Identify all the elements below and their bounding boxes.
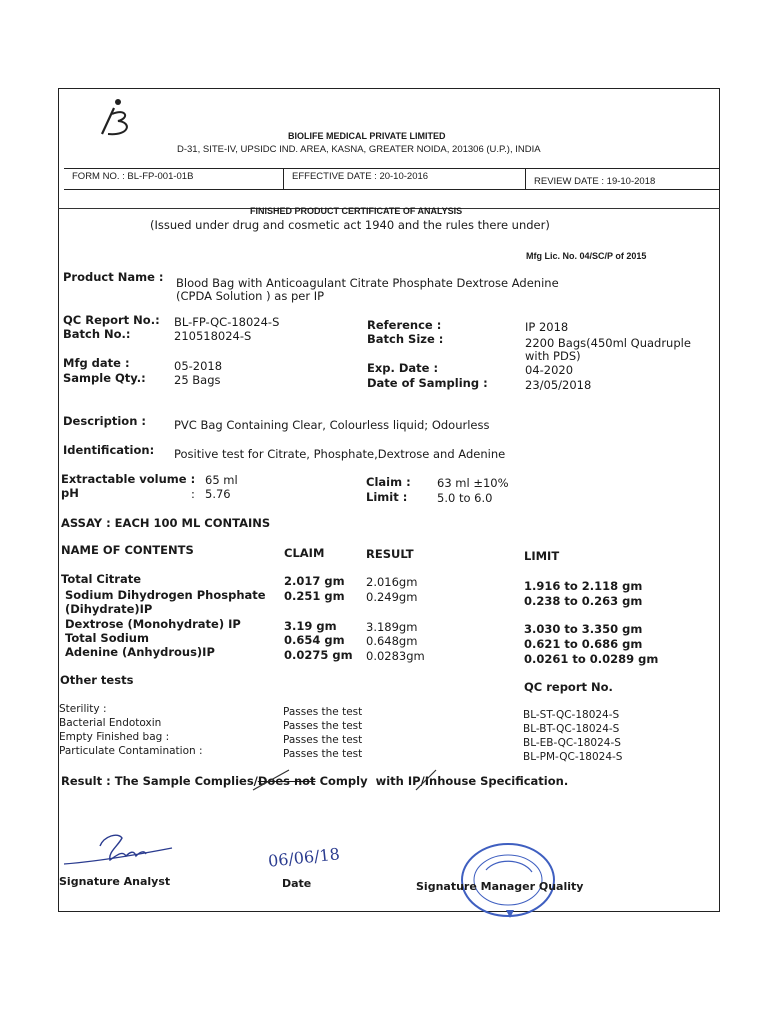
other-test-name: Empty Finished bag :: [59, 731, 170, 743]
result-prefix: Result : The Sample: [61, 774, 195, 788]
assay-row-limit: 0.238 to 0.263 gm: [524, 594, 643, 608]
batch-size-line2: with PDS): [525, 349, 581, 363]
biolife-logo-icon: [92, 96, 138, 140]
other-test-result: Passes the test: [283, 748, 363, 760]
assay-row-limit: 3.030 to 3.350 gm: [524, 622, 643, 636]
certificate-subtitle: (Issued under drug and cosmetic act 1940 and the rules there under): [150, 218, 550, 232]
assay-col-claim: CLAIM: [284, 546, 325, 560]
result-ip: IP: [407, 774, 421, 788]
result-rest: /Inhouse Specification.: [420, 774, 569, 788]
assay-row-claim: 2.017 gm: [284, 574, 345, 588]
mfg-date-label: Mfg date :: [63, 356, 130, 370]
assay-row-result: 2.016gm: [366, 575, 418, 589]
assay-row-limit: 0.0261 to 0.0289 gm: [524, 652, 659, 666]
assay-row-result: 0.648gm: [366, 634, 418, 648]
pen-strike-mark-ip: [412, 766, 442, 796]
product-name-label: Product Name :: [63, 270, 164, 284]
extractable-volume-value: 65 ml: [205, 473, 238, 487]
batch-size-label: Batch Size :: [367, 332, 444, 346]
exp-date-label: Exp. Date :: [367, 361, 439, 375]
handwritten-date: 06/06/18: [267, 844, 341, 871]
result-slash: /: [253, 774, 258, 788]
claim-label: Claim :: [366, 475, 411, 489]
other-test-result: Passes the test: [283, 720, 363, 732]
sampling-date-label: Date of Sampling :: [367, 376, 488, 390]
limit-value: 5.0 to 6.0: [437, 491, 493, 505]
result-does-not: Does not: [257, 774, 316, 788]
assay-col-name: NAME OF CONTENTS: [61, 543, 194, 557]
assay-row-result: 0.249gm: [366, 590, 418, 604]
manager-signature-label: Signature Manager Quality: [416, 880, 584, 893]
claim-value: 63 ml ±10%: [437, 476, 509, 490]
assay-row-name: Dextrose (Monohydrate) IP: [61, 617, 241, 631]
assay-col-limit: LIMIT: [524, 549, 560, 563]
other-test-name: Particulate Contamination :: [59, 745, 203, 757]
result-complies: Complies: [194, 774, 254, 788]
reference-value: IP 2018: [525, 320, 569, 334]
assay-row-claim: 3.19 gm: [284, 619, 337, 633]
qc-report-value: BL-FP-QC-18024-S: [174, 315, 280, 329]
ph-label: pH: [61, 486, 79, 500]
sample-qty-value: 25 Bags: [174, 373, 221, 387]
other-test-name: Sterility :: [59, 703, 107, 715]
certificate-title: FINISHED PRODUCT CERTIFICATE OF ANALYSIS: [250, 206, 463, 216]
description-label: Description :: [63, 414, 146, 428]
sample-qty-label: Sample Qty.:: [63, 371, 146, 385]
assay-row-limit: 0.621 to 0.686 gm: [524, 637, 643, 651]
assay-row-limit: 1.916 to 2.118 gm: [524, 579, 643, 593]
qc-report-label: QC Report No.:: [63, 313, 160, 327]
other-test-name: Bacterial Endotoxin: [59, 717, 162, 729]
other-test-qc: BL-BT-QC-18024-S: [523, 723, 620, 735]
batch-value: 210518024-S: [174, 329, 252, 343]
other-tests-heading: Other tests: [60, 673, 134, 687]
sampling-date-value: 23/05/2018: [525, 378, 592, 392]
batch-label: Batch No.:: [63, 327, 131, 341]
form-info-row: [64, 168, 720, 190]
assay-row-name: Total Sodium: [61, 631, 149, 645]
assay-row-claim: 0.654 gm: [284, 633, 345, 647]
product-name-line1: Blood Bag with Anticoagulant Citrate Phosphate Dextrose Adenine: [176, 276, 559, 290]
other-test-qc: BL-PM-QC-18024-S: [523, 751, 623, 763]
assay-row-claim: 0.0275 gm: [284, 648, 353, 662]
company-name: BIOLIFE MEDICAL PRIVATE LIMITED: [288, 131, 446, 141]
assay-col-result: RESULT: [366, 547, 414, 561]
product-name-line2: (CPDA Solution ) as per IP: [176, 289, 325, 303]
analyst-signature-icon: [60, 826, 180, 874]
other-test-result: Passes the test: [283, 706, 363, 718]
assay-row-name: Adenine (Anhydrous)IP: [61, 645, 215, 659]
review-date: REVIEW DATE : 19-10-2018: [534, 176, 656, 187]
other-test-result: Passes the test: [283, 734, 363, 746]
mfg-licence: Mfg Lic. No. 04/SC/P of 2015: [526, 251, 647, 261]
date-label: Date: [282, 877, 312, 890]
identification-label: Identification:: [63, 443, 155, 457]
assay-heading: ASSAY : EACH 100 ML CONTAINS: [61, 516, 271, 530]
other-test-qc: BL-EB-QC-18024-S: [523, 737, 621, 749]
result-statement: [61, 774, 568, 788]
analyst-signature-label: Signature Analyst: [59, 875, 171, 888]
ph-colon: :: [191, 487, 195, 501]
assay-row-name: Sodium Dihydrogen Phosphate: [61, 588, 266, 602]
assay-row-result: 3.189gm: [366, 620, 418, 634]
company-address: D-31, SITE-IV, UPSIDC IND. AREA, KASNA, GREATER NOIDA, 201306 (U.P.), INDIA: [177, 144, 541, 155]
extractable-volume-label: Extractable volume :: [61, 472, 196, 486]
pen-strike-mark: [245, 768, 305, 798]
assay-row-name: (Dihydrate)IP: [61, 602, 153, 616]
reference-label: Reference :: [367, 318, 442, 332]
batch-size-line1: 2200 Bags(450ml Quadruple: [525, 336, 691, 350]
mfg-date-value: 05-2018: [174, 359, 223, 373]
assay-row-name: Total Citrate: [61, 572, 142, 586]
other-test-qc: BL-ST-QC-18024-S: [523, 709, 620, 721]
form-number: FORM NO. : BL-FP-001-01B: [64, 169, 284, 189]
assay-row-result: 0.0283gm: [366, 649, 425, 663]
effective-date: EFFECTIVE DATE : 20-10-2016: [284, 169, 526, 189]
description-value: PVC Bag Containing Clear, Colourless liquid; Odourless: [174, 418, 490, 432]
limit-label: Limit :: [366, 490, 408, 504]
assay-row-claim: 0.251 gm: [284, 589, 345, 603]
ph-value: 5.76: [205, 487, 231, 501]
exp-date-value: 04-2020: [525, 363, 574, 377]
result-comply: Comply with: [315, 774, 408, 788]
qc-report-heading: QC report No.: [524, 680, 613, 694]
identification-value: Positive test for Citrate, Phosphate,Dextrose and Adenine: [174, 447, 506, 461]
